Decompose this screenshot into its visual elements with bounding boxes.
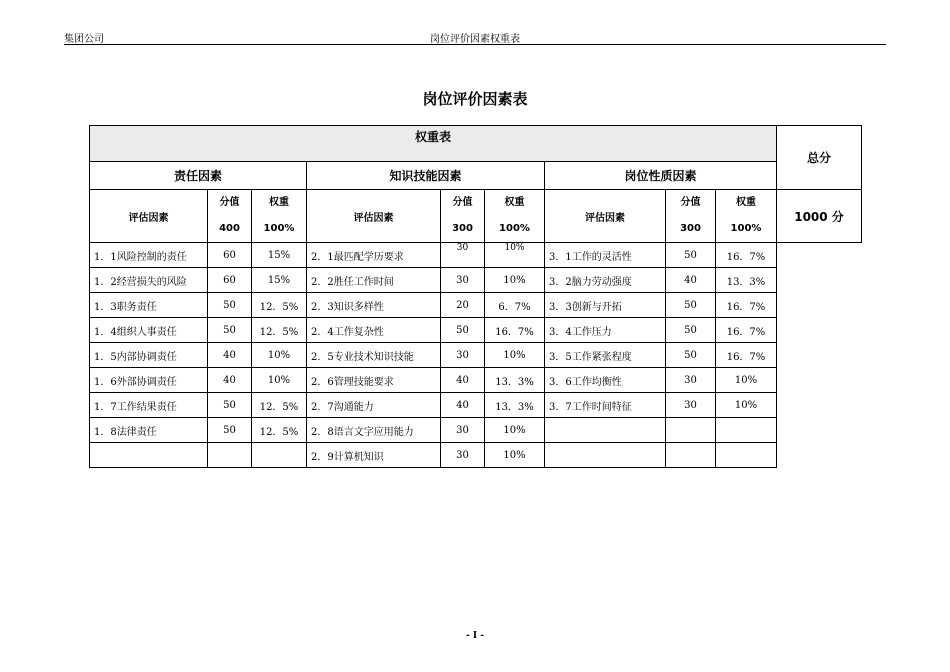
score-cell: 50: [208, 318, 252, 343]
weight-total: 100%: [730, 223, 762, 234]
factor-cell: 3．4工作压力: [545, 318, 666, 343]
score-cell: 40: [208, 368, 252, 393]
factor-cell: [90, 443, 208, 468]
weight-cell: 10%: [716, 368, 777, 393]
weight-cell: 10%: [252, 368, 307, 393]
score-label: 分值: [452, 197, 473, 208]
weight-cell: 15%: [252, 243, 307, 268]
factor-cell: [545, 443, 666, 468]
weight-header: [716, 190, 777, 243]
running-header-title: 岗位评价因素权重表: [430, 34, 520, 45]
weight-cell: 10%: [485, 268, 545, 293]
weight-cell: 10%: [252, 343, 307, 368]
factor-cell: 2．5专业技术知识技能: [307, 343, 441, 368]
score-label: 分值: [219, 197, 240, 208]
weight-cell: 15%: [252, 268, 307, 293]
weight-cell: 13．3%: [485, 368, 545, 393]
weight-cell: 16．7%: [485, 318, 545, 343]
company-name: 集团公司: [64, 34, 104, 45]
eval-factor-header: 评估因素: [545, 190, 666, 243]
factor-cell: 2．2胜任工作时间: [307, 268, 441, 293]
weight-cell: 10%: [485, 443, 545, 468]
eval-factor-header: 评估因素: [90, 190, 208, 243]
score-cell: 50: [208, 293, 252, 318]
factor-cell: [545, 418, 666, 443]
group-header-knowledge: 知识技能因素: [307, 162, 545, 190]
score-cell: [666, 443, 716, 468]
score-header: [208, 190, 252, 243]
score-cell: 40: [441, 368, 485, 393]
factor-cell: 1．3职务责任: [90, 293, 208, 318]
header-rule: [64, 44, 886, 45]
table-row: [90, 443, 862, 468]
score-cell: 50: [666, 318, 716, 343]
table-row: [90, 293, 862, 318]
table-row: [90, 393, 862, 418]
factor-cell: 3．7工作时间特征: [545, 393, 666, 418]
weight-cell: [716, 443, 777, 468]
score-cell: 50: [666, 243, 716, 268]
factor-cell: 3．5工作紧张程度: [545, 343, 666, 368]
weight-cell: 12．5%: [252, 293, 307, 318]
weight-cell: 16．7%: [716, 343, 777, 368]
factor-cell: 2．7沟通能力: [307, 393, 441, 418]
weight-label: 权重: [504, 197, 525, 208]
table-row: [90, 318, 862, 343]
factor-cell: 1．6外部协调责任: [90, 368, 208, 393]
score-total: 300: [452, 223, 473, 234]
factor-cell: 2．4工作复杂性: [307, 318, 441, 343]
factor-cell: 1．1风险控制的责任: [90, 243, 208, 268]
page-number: - I -: [466, 631, 484, 641]
factor-cell: 2．8语言文字应用能力: [307, 418, 441, 443]
weight-cell: 13．3%: [485, 393, 545, 418]
group-header-responsibility: 责任因素: [90, 162, 307, 190]
factor-cell: 2．6管理技能要求: [307, 368, 441, 393]
score-header: [666, 190, 716, 243]
weight-label: 权重: [736, 197, 756, 208]
weight-total: 100%: [263, 223, 295, 234]
weight-cell: 12．5%: [252, 318, 307, 343]
weight-cell: [716, 418, 777, 443]
factor-cell: 2．3知识多样性: [307, 293, 441, 318]
weight-label: 权重: [269, 197, 289, 208]
score-cell: 50: [666, 293, 716, 318]
score-cell: 50: [441, 318, 485, 343]
total-label: 总分: [777, 126, 862, 190]
score-cell: 50: [666, 343, 716, 368]
factor-cell: 2．1最匹配学历要求: [307, 243, 441, 268]
weight-cell: 10%: [485, 243, 545, 268]
factor-cell: 3．1工作的灵活性: [545, 243, 666, 268]
score-cell: 60: [208, 243, 252, 268]
page-title: 岗位评价因素表: [422, 90, 528, 108]
score-cell: 30: [441, 243, 485, 268]
score-cell: 20: [441, 293, 485, 318]
group-header-nature: 岗位性质因素: [545, 162, 777, 190]
score-cell: 30: [441, 418, 485, 443]
factor-cell: 3．2脑力劳动强度: [545, 268, 666, 293]
factor-cell: 1．7工作结果责任: [90, 393, 208, 418]
score-cell: 40: [666, 268, 716, 293]
score-cell: [666, 418, 716, 443]
score-cell: 30: [441, 343, 485, 368]
score-cell: 50: [208, 393, 252, 418]
weight-cell: 13．3%: [716, 268, 777, 293]
score-cell: 40: [441, 393, 485, 418]
weight-header: [252, 190, 307, 243]
weight-table-label: 权重表: [90, 126, 777, 162]
score-header: [441, 190, 485, 243]
weight-cell: 10%: [485, 343, 545, 368]
factor-cell: 1．8法律责任: [90, 418, 208, 443]
weight-cell: 12．5%: [252, 393, 307, 418]
table-row: [90, 418, 862, 443]
score-label: 分值: [680, 197, 701, 208]
factor-cell: 3．6工作均衡性: [545, 368, 666, 393]
weight-cell: 6．7%: [485, 293, 545, 318]
weight-cell: 10%: [716, 393, 777, 418]
table-row: [90, 343, 862, 368]
weight-cell: 16．7%: [716, 243, 777, 268]
score-cell: 60: [208, 268, 252, 293]
weight-cell: 16．7%: [716, 293, 777, 318]
factor-cell: 3．3创新与开拓: [545, 293, 666, 318]
weight-cell: 10%: [485, 418, 545, 443]
total-score: 1000 分: [777, 190, 862, 243]
eval-factor-header: 评估因素: [307, 190, 441, 243]
score-cell: 40: [208, 343, 252, 368]
factor-cell: 1．5内部协调责任: [90, 343, 208, 368]
factor-cell: 1．4组织人事责任: [90, 318, 208, 343]
score-total: 400: [219, 223, 240, 234]
weight-cell: [252, 443, 307, 468]
factor-cell: 2．9计算机知识: [307, 443, 441, 468]
weight-header: [485, 190, 545, 243]
score-cell: 30: [666, 368, 716, 393]
table-row: [90, 368, 862, 393]
score-cell: 50: [208, 418, 252, 443]
score-cell: 30: [441, 268, 485, 293]
factor-cell: 1．2经营损失的风险: [90, 268, 208, 293]
weight-total: 100%: [499, 223, 530, 234]
score-cell: 30: [666, 393, 716, 418]
weight-cell: 12．5%: [252, 418, 307, 443]
table-row: [90, 243, 862, 268]
score-total: 300: [680, 223, 701, 234]
score-cell: [208, 443, 252, 468]
score-cell: 30: [441, 443, 485, 468]
weight-cell: 16．7%: [716, 318, 777, 343]
table-row: [90, 268, 862, 293]
weight-table: [89, 125, 862, 468]
